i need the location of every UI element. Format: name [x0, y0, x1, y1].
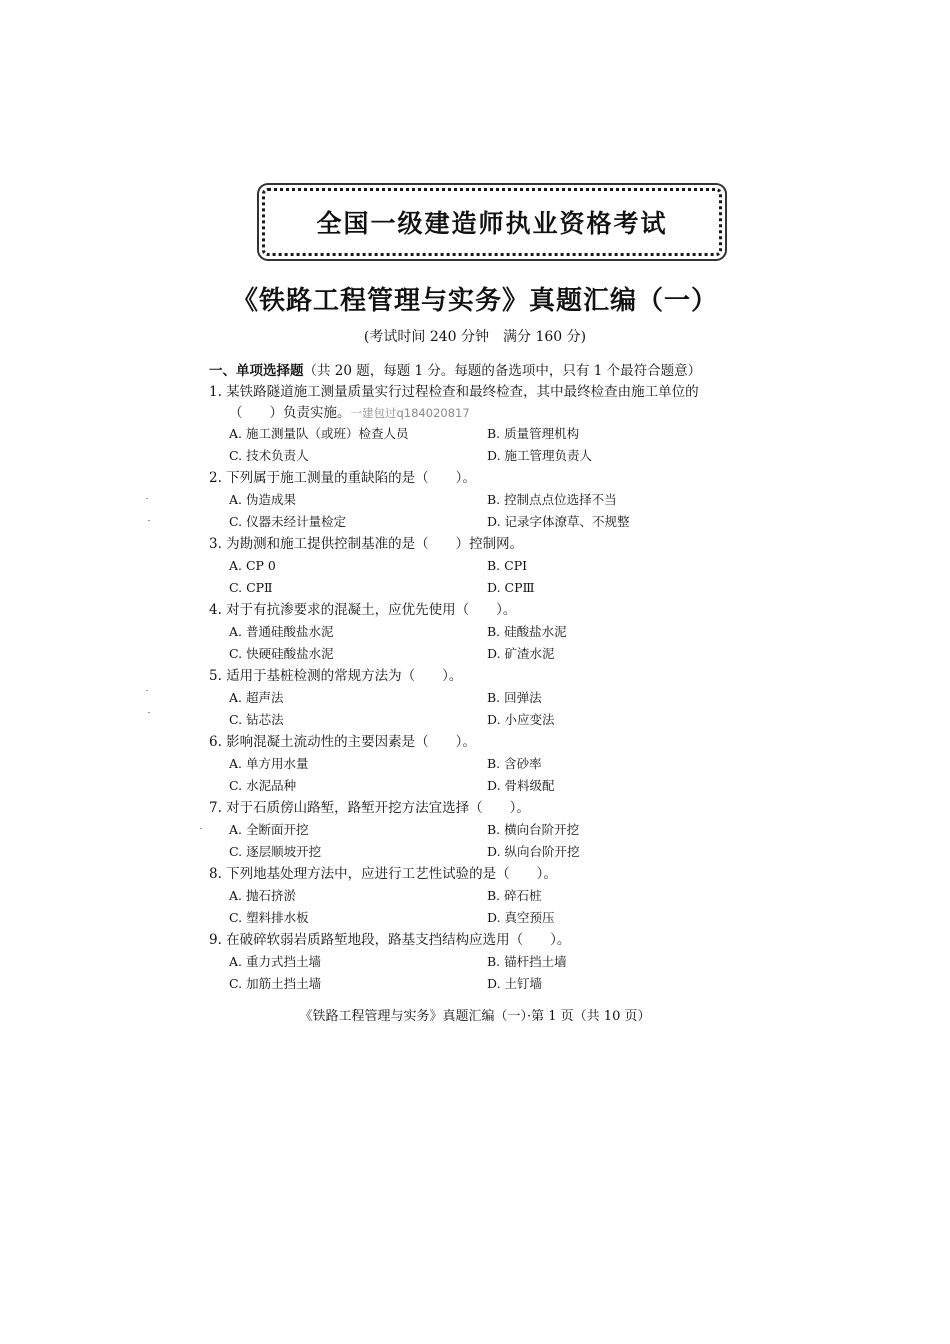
- option-d: D. 小应变法: [487, 712, 555, 727]
- option-row: [209, 973, 789, 995]
- option-a: A. 全断面开挖: [229, 822, 309, 837]
- option-d: D. 矿渣水泥: [487, 646, 555, 661]
- banner-title: 全国一级建造师执业资格考试: [316, 209, 668, 238]
- option-row: [209, 775, 789, 797]
- option-row: [209, 709, 789, 731]
- question-stem: 7. 对于石质傍山路堑，路堑开挖方法宜选择（ ）。: [209, 800, 530, 816]
- option-d: D. 骨料级配: [487, 778, 555, 793]
- question-7: [209, 797, 789, 863]
- option-row: [209, 489, 789, 511]
- option-b: B. 锚杆挡土墙: [487, 954, 567, 969]
- option-d: D. 纵向台阶开挖: [487, 844, 580, 859]
- option-d: D. 记录字体潦草、不规整: [487, 514, 630, 529]
- exam-banner: [262, 188, 722, 256]
- option-a: A. 超声法: [229, 690, 284, 705]
- document-title: 《铁路工程管理与实务》真题汇编（一）: [231, 286, 718, 316]
- question-1: [209, 381, 789, 467]
- option-c: C. 快硬硅酸盐水泥: [229, 646, 334, 661]
- question-3: [209, 533, 789, 599]
- option-b: B. 横向台阶开挖: [487, 822, 580, 837]
- question-continuation: [209, 403, 789, 423]
- option-c: C. 技术负责人: [229, 448, 309, 463]
- option-d: D. 真空预压: [487, 910, 555, 925]
- question-stem: 1. 某铁路隧道施工测量质量实行过程检查和最终检查，其中最终检查由施工单位的: [209, 384, 699, 400]
- option-c: C. 水泥品种: [229, 778, 297, 793]
- option-d: D. CPⅢ: [487, 580, 535, 595]
- question-stem: 3. 为勘测和施工提供控制基准的是（ ）控制网。: [209, 536, 524, 552]
- option-row: [209, 577, 789, 599]
- option-row: [209, 687, 789, 709]
- option-b: B. 碎石桩: [487, 888, 542, 903]
- option-b: B. CPⅠ: [487, 558, 528, 573]
- option-c: C. 加筋土挡土墙: [229, 976, 322, 991]
- option-row: [209, 819, 789, 841]
- scan-speck: [146, 690, 148, 691]
- question-2: [209, 467, 789, 533]
- option-a: A. 单方用水量: [229, 756, 309, 771]
- option-a: A. 普通硅酸盐水泥: [229, 624, 334, 639]
- question-list: [209, 381, 789, 995]
- option-c: C. 塑料排水板: [229, 910, 309, 925]
- question-stem: 5. 适用于基桩检测的常规方法为（ ）。: [209, 668, 463, 684]
- scan-speck: [148, 520, 150, 521]
- question-stem: 6. 影响混凝土流动性的主要因素是（ ）。: [209, 734, 476, 750]
- option-row: [209, 841, 789, 863]
- option-c: C. CPⅡ: [229, 580, 273, 595]
- option-b: B. 硅酸盐水泥: [487, 624, 567, 639]
- question-stem: 2. 下列属于施工测量的重缺陷的是（ ）。: [209, 470, 476, 486]
- question-4: [209, 599, 789, 665]
- option-b: B. 回弹法: [487, 690, 542, 705]
- option-row: [209, 423, 789, 445]
- option-b: B. 控制点点位选择不当: [487, 492, 617, 507]
- scan-speck: [148, 712, 150, 713]
- option-row: [209, 621, 789, 643]
- question-continuation-text: （ ）负责实施。: [229, 405, 351, 421]
- option-a: A. 施工测量队（或班）检查人员: [229, 426, 409, 441]
- option-a: A. 伪造成果: [229, 492, 296, 507]
- option-a: A. CP 0: [229, 558, 276, 573]
- scan-speck: [146, 498, 148, 499]
- option-d: D. 施工管理负责人: [487, 448, 593, 463]
- option-row: [209, 555, 789, 577]
- question-5: [209, 665, 789, 731]
- option-c: C. 钻芯法: [229, 712, 284, 727]
- section-note: （共 20 题，每题 1 分。每题的备选项中，只有 1 个最符合题意）: [303, 363, 702, 379]
- option-a: A. 抛石挤淤: [229, 888, 296, 903]
- watermark-text: 一建包过q184020817: [350, 406, 470, 420]
- page-footer: 《铁路工程管理与实务》真题汇编（一）·第 1 页（共 10 页）: [299, 1009, 651, 1024]
- option-a: A. 重力式挡土墙: [229, 954, 321, 969]
- option-d: D. 土钉墙: [487, 976, 543, 991]
- option-row: [209, 445, 789, 467]
- question-stem: 4. 对于有抗渗要求的混凝土，应优先使用（ ）。: [209, 602, 517, 618]
- option-row: [209, 643, 789, 665]
- question-stem: 9. 在破碎软弱岩质路堑地段，路基支挡结构应选用（ ）。: [209, 932, 571, 948]
- scan-speck: [200, 828, 202, 829]
- question-stem: 8. 下列地基处理方法中，应进行工艺性试验的是（ ）。: [209, 866, 557, 882]
- option-c: C. 仪器未经计量检定: [229, 514, 347, 529]
- option-row: [209, 753, 789, 775]
- option-row: [209, 885, 789, 907]
- option-row: [209, 907, 789, 929]
- option-b: B. 含砂率: [487, 756, 542, 771]
- section-title: 一、单项选择题: [209, 363, 304, 379]
- option-b: B. 质量管理机构: [487, 426, 580, 441]
- question-6: [209, 731, 789, 797]
- question-8: [209, 863, 789, 929]
- option-c: C. 逐层顺坡开挖: [229, 844, 322, 859]
- option-row: [209, 951, 789, 973]
- question-9: [209, 929, 789, 995]
- exam-info: (考试时间 240 分钟 满分 160 分): [363, 329, 587, 345]
- option-row: [209, 511, 789, 533]
- section-header: [209, 359, 701, 379]
